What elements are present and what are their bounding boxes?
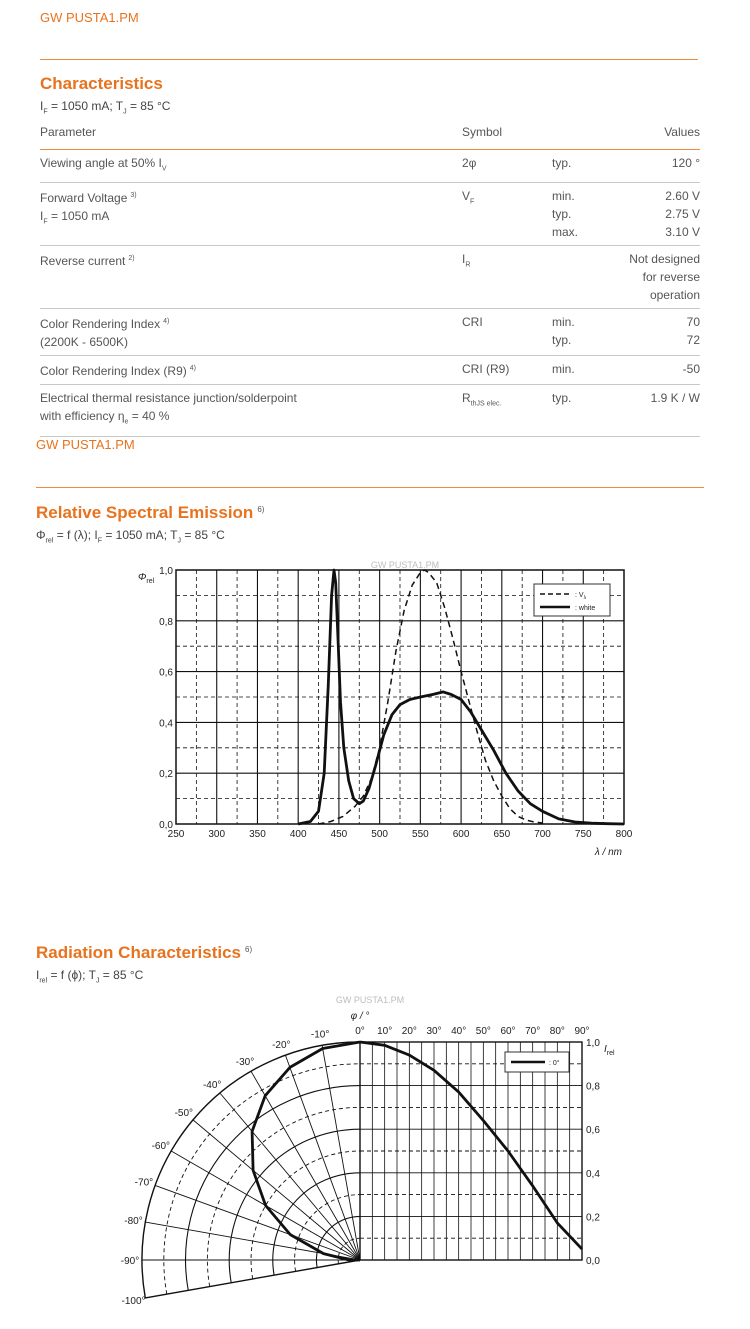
qualifier: min. (552, 315, 575, 330)
value: 70 (686, 315, 700, 330)
r-tick-label: 1,0 (586, 1038, 600, 1049)
symbol-cell (462, 183, 552, 246)
x-tick-label: 750 (574, 829, 592, 840)
qualifier: typ. (552, 333, 572, 348)
symbol-text: V (462, 189, 471, 204)
param-cell (40, 183, 462, 246)
value: operation (649, 288, 700, 303)
table-row (40, 385, 700, 436)
y-tick-label: 1,0 (159, 566, 173, 577)
col-values: Values (612, 122, 700, 150)
r-tick-label: 0,8 (586, 1081, 600, 1093)
param-text: = 1050 mA (47, 209, 110, 224)
r-tick-label: 0,4 (586, 1168, 600, 1180)
y-tick-label: 0,8 (159, 616, 173, 628)
table-row (40, 183, 700, 246)
radiation-legend (505, 1052, 569, 1072)
legend-label-white: : white (575, 605, 596, 612)
angle-label: 10° (377, 1026, 393, 1037)
header-product: GW PUSTA1.PM (40, 10, 139, 25)
angle-label: 90° (574, 1026, 590, 1037)
param-footnote: 4) (189, 365, 196, 373)
qualifier: typ. (552, 156, 572, 170)
section-product: GW PUSTA1.PM (36, 437, 135, 452)
qualifier-cell (552, 246, 612, 309)
value: 3.10 V (665, 225, 700, 240)
param-line (40, 207, 462, 231)
param-cell (40, 385, 462, 436)
angle-label: 50° (475, 1026, 491, 1037)
r-tick-label: 0,6 (586, 1125, 600, 1137)
qualifier: min. (552, 189, 575, 204)
value-cell (612, 385, 700, 436)
param-sub: F (43, 218, 48, 226)
characteristics-title: Characteristics (40, 74, 163, 93)
radiation-irel-label: $I_{rel}$ (604, 1044, 615, 1057)
spectral-ylabel: $\Phi_{rel}$ (138, 572, 155, 585)
qualifier: typ. (552, 391, 572, 406)
angle-label: 20° (401, 1026, 417, 1037)
param-line (40, 389, 462, 407)
param-line (40, 333, 462, 351)
param-text: Color Rendering Index (40, 317, 161, 332)
spectral-conditions: $\Phi_{rel} = f$ (λ); $I_F = 1050$ mA; $T_J = 85$ °C (36, 528, 225, 545)
section-rule (36, 487, 704, 488)
value-cell (612, 246, 700, 309)
qualifier: max. (552, 225, 579, 240)
angle-label: -10° (310, 1029, 330, 1041)
x-tick-label: 500 (371, 829, 388, 840)
param-cell (40, 309, 462, 356)
y-tick-label: 0,2 (159, 769, 173, 781)
table-row (40, 309, 700, 356)
value: 2.60 V (665, 189, 700, 204)
value: Not designed (629, 252, 700, 267)
x-tick-label: 550 (412, 829, 429, 840)
characteristics-conditions: $I_F = 1050$ mA; $T_J = 85$ °C (40, 99, 171, 116)
table-row (40, 356, 700, 385)
x-tick-label: 350 (249, 829, 266, 840)
param-footnote: 2) (128, 255, 135, 263)
radiation-chart (0, 990, 750, 1329)
symbol-text: I (462, 252, 466, 267)
symbol-sub: F (470, 198, 475, 206)
legend-label-v: : $V_\lambda$ (575, 592, 587, 601)
param-text: = 40 % (128, 409, 170, 424)
spectral-chart (120, 556, 650, 866)
value: 2.75 V (665, 207, 700, 222)
angle-label: -70° (134, 1177, 154, 1189)
param-cell (40, 356, 462, 385)
symbol-sub: R (465, 261, 471, 269)
param-text: Electrical thermal resistance junction/solderpoint (40, 391, 297, 406)
angle-label: -80° (124, 1216, 143, 1228)
qualifier-cell (552, 385, 612, 436)
value: 72 (686, 333, 700, 348)
param-text: Viewing angle at 50% I (40, 156, 162, 170)
angle-label: -30° (235, 1056, 255, 1068)
header-rule (40, 59, 698, 60)
param-line (40, 360, 462, 380)
symbol-text: 2φ (462, 156, 477, 170)
angle-label: 80° (549, 1026, 565, 1037)
param-text: (2200K - 6500K) (40, 335, 129, 350)
symbol-text: CRI (462, 315, 483, 330)
angle-label: 40° (451, 1026, 467, 1037)
radiation-conditions: $I_{rel} = f$ (ϕ); $T_J = 85$ °C (36, 968, 144, 985)
param-text: Reverse current (40, 254, 126, 269)
y-tick-label: 0,6 (159, 667, 173, 679)
symbol-cell (462, 246, 552, 309)
param-text: with efficiency η (40, 409, 125, 424)
symbol-text: R (462, 391, 471, 406)
angle-label: -60° (151, 1141, 171, 1152)
symbol-sub: thJS elec. (470, 400, 502, 408)
angle-label: -90° (120, 1256, 140, 1267)
x-tick-label: 250 (167, 829, 185, 840)
value-cell (612, 183, 700, 246)
param-footnote: 3) (130, 192, 137, 200)
param-line (40, 250, 462, 270)
symbol-cell (462, 309, 552, 356)
qualifier-cell (552, 309, 612, 356)
value: -50 (682, 362, 700, 377)
symbol-text: CRI (R9) (462, 362, 510, 377)
symbol-cell (462, 356, 552, 385)
table-header-row (40, 122, 700, 150)
r-tick-label: 0,0 (586, 1256, 600, 1267)
param-line (40, 407, 462, 431)
param-sub: e (124, 418, 129, 426)
radiation-watermark: GW PUSTA1.PM (335, 995, 405, 1005)
y-tick-label: 0,4 (159, 718, 173, 730)
param-text: Forward Voltage (40, 191, 128, 206)
x-tick-label: 600 (452, 829, 470, 840)
value-cell (612, 356, 700, 385)
x-tick-label: 400 (289, 829, 307, 840)
x-tick-label: 700 (534, 829, 551, 840)
spectral-legend (534, 584, 610, 616)
r-tick-label: 0,2 (586, 1212, 600, 1224)
spectral-title: Relative Spectral Emission $^{6)}$ (36, 503, 265, 522)
value-cell (612, 309, 700, 356)
angle-label: -50° (174, 1108, 194, 1120)
qualifier-cell (552, 150, 612, 183)
angle-label: 0° (355, 1026, 365, 1037)
x-tick-label: 300 (208, 829, 226, 840)
param-text: I (40, 209, 44, 224)
angle-label: 70° (525, 1026, 541, 1037)
value: 1.9 K / W (650, 391, 700, 406)
legend-label-0: : 0° (549, 1060, 560, 1067)
col-symbol: Symbol (462, 122, 552, 150)
spectral-xlabel: λ / nm (594, 847, 622, 858)
radiation-rect-grid (360, 1042, 582, 1260)
param-line (40, 187, 462, 207)
spectral-watermark: GW PUSTA1.PM (370, 560, 440, 570)
col-parameter: Parameter (40, 122, 462, 150)
angle-label: -100° (121, 1295, 146, 1307)
angle-label: 60° (500, 1026, 516, 1037)
x-tick-label: 450 (330, 829, 348, 840)
value: for reverse (642, 270, 700, 285)
symbol-cell (462, 385, 552, 436)
param-cell (40, 150, 462, 183)
x-tick-label: 800 (615, 829, 633, 840)
table-row (40, 246, 700, 309)
param-line (40, 154, 462, 178)
angle-label: -20° (272, 1039, 291, 1051)
qualifier-cell (552, 183, 612, 246)
radiation-title: Radiation Characteristics $^{6)}$ (36, 943, 253, 962)
param-cell (40, 246, 462, 309)
angle-label: 30° (426, 1026, 442, 1037)
param-line (40, 313, 462, 333)
table-row (40, 150, 700, 183)
radiation-polar-grid (142, 1039, 360, 1298)
symbol-cell (462, 150, 552, 183)
value-cell (612, 150, 700, 183)
characteristics-rows (40, 150, 700, 437)
param-footnote: 4) (163, 318, 170, 326)
value: 120 ° (671, 156, 700, 170)
x-tick-label: 650 (493, 829, 511, 840)
param-text: Color Rendering Index (R9) (40, 364, 187, 379)
radiation-phi-label: φ / ° (350, 1011, 370, 1022)
qualifier: min. (552, 362, 575, 377)
angle-label: -40° (202, 1079, 222, 1091)
param-sub: V (161, 165, 167, 173)
characteristics-table (40, 122, 700, 437)
y-tick-label: 0,0 (159, 820, 173, 831)
qualifier: typ. (552, 207, 572, 222)
qualifier-cell (552, 356, 612, 385)
